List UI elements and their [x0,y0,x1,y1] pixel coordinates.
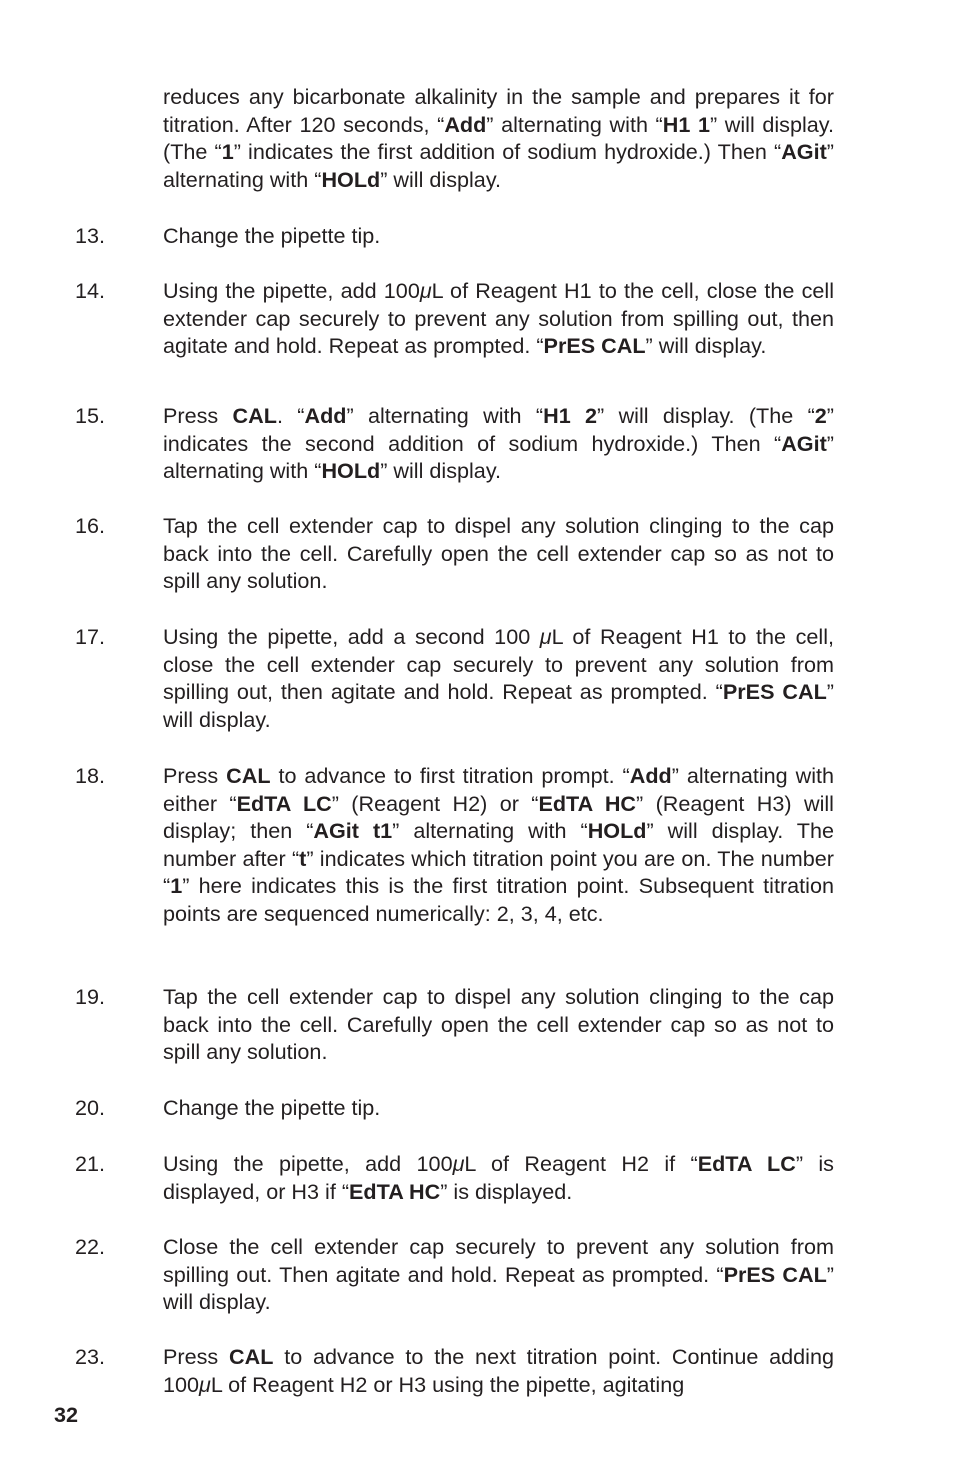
step-text [163,1094,834,1122]
text-run: ” will display. The number after “ [163,818,841,871]
step-number: 20. [75,1095,106,1120]
text-run: ” will display. [163,1261,840,1315]
text-run: ” indicates the second addition of sodium hydroxide.) Then “ [163,403,840,456]
step-14 [75,277,840,360]
bold-term: 2 [814,403,827,428]
bold-term: Add [629,763,672,788]
step-15 [75,402,840,485]
bold-term: HOLd [321,458,381,484]
step-18 [75,762,841,928]
text-run: Using the pipette, add 100 [163,278,420,303]
step-text [163,402,840,485]
text-run: Using the pipette, add a second 100 [163,624,540,649]
page-number: 32 [54,1402,79,1427]
bold-term: PrES CAL [543,333,646,359]
micro-symbol: μ [452,1151,465,1176]
text-run: reduces any bicarbonate alkalinity in the sample and prepares it for titration. After 120 seconds, “ [163,84,840,137]
bold-term: HOLd [321,166,381,192]
bold-term: H1 1 [662,111,710,137]
bold-term: AGit [781,139,827,165]
text-run: ” is displayed, or H3 if “ [163,1151,840,1204]
step-22 [75,1233,840,1316]
text-run: Tap the cell extender cap to dispel any solution clinging to the cap back into the cell. Carefully open the cell extender cap so as not to spill any solution. [163,513,840,594]
text-run: ” alternating with “ [486,111,663,137]
text-run: ” indicates which titration point you are on. The number “ [163,845,840,899]
text-run: Tap the cell extender cap to dispel any solution clinging to the cap back into the cell. Carefully open the cell extender cap so as not to spill any solution. [163,984,840,1065]
step-19 [75,983,840,1066]
micro-symbol: μ [199,1371,211,1397]
text-run: ” will display. [645,333,767,359]
bold-term: EdTA HC [538,790,637,816]
text-run: ” will display. (The “ [597,403,815,428]
micro-symbol: μ [419,278,432,303]
bold-term: AGit t1 [313,818,393,844]
text-run: to advance to first titration prompt. “ [270,763,630,788]
text-run: ” alternating with either “ [163,763,841,816]
step-21 [75,1150,840,1205]
step-text [163,512,840,595]
text-run: ” alternating with “ [163,430,840,484]
text-run: ” alternating with “ [392,818,588,844]
text-run: Press [163,1344,229,1369]
text-run: ” alternating with “ [346,403,544,428]
step-text [163,277,840,360]
bold-term: H1 2 [543,403,598,428]
step-number: 19. [75,984,106,1009]
step-20 [75,1094,834,1122]
bold-term: CAL [232,403,277,428]
step-text [163,1150,840,1205]
step-number: 16. [75,513,106,538]
step-text [163,1233,840,1316]
text-run: L of Reagent H1 to the cell, close the cell extender cap securely to prevent any solution from spilling out, then agitate and hold. Repeat as prompted. “ [163,624,840,705]
bold-term: 1 [221,139,234,165]
bold-term: PrES CAL [722,679,827,705]
step-16 [75,512,840,595]
step-text [163,222,834,250]
text-run: Using the pipette, add 100 [163,1151,453,1176]
text-run: L of Reagent H2 or H3 using the pipette, agitating [210,1371,685,1397]
step-text [163,623,840,733]
step-number: 21. [75,1151,106,1176]
step-number: 18. [75,763,106,788]
bold-term: PrES CAL [723,1261,827,1287]
text-run: ” alternating with “ [163,139,840,192]
bold-term: EdTA HC [349,1178,441,1204]
bold-term: CAL [229,1344,274,1369]
text-run: ” (Reagent H3) will display; then “ [163,790,840,844]
bold-term: HOLd [587,818,647,844]
step-23 [75,1343,840,1398]
text-run: ” will display. [380,458,502,484]
text-run: ” will display. (The “ [163,111,840,165]
text-run: ” will display. [163,679,840,732]
bold-term: EdTA LC [697,1151,796,1176]
step-number: 17. [75,624,106,649]
text-run: Change the pipette tip. [163,1095,381,1120]
text-run: . “ [276,403,305,428]
step-text [163,762,841,928]
step-number: 13. [75,223,106,248]
bold-term: EdTA LC [236,790,332,816]
intro-paragraph [163,83,840,193]
text-run: to advance to the next titration point. Continue adding 100 [163,1344,840,1397]
bold-term: 1 [170,873,183,899]
text-run: Close the cell extender cap securely to prevent any solution from spilling out. Then agitate and hold. Repeat as prompted. “ [163,1234,840,1287]
text-run: Change the pipette tip. [163,223,381,248]
micro-symbol: μ [539,624,552,649]
text-run: ” (Reagent H2) or “ [331,790,539,816]
step-number: 15. [75,403,106,428]
text-run: L of Reagent H1 to the cell, close the cell extender cap securely to prevent any solution from spilling out, then agitate and hold. Repeat as prompted. “ [163,278,840,359]
text-run: Press [163,763,227,788]
text-run: ” is displayed. [440,1178,573,1204]
step-text [163,1343,840,1398]
text-run: ” will display. [380,166,502,192]
bold-term: Add [444,111,487,137]
text-run: ” here indicates this is the first titration point. Subsequent titration points are sequenced numerically: 2, 3, 4, etc. [163,873,840,926]
bold-term: Add [304,403,347,428]
bold-term: t [299,845,307,871]
step-number: 22. [75,1234,106,1259]
step-13 [75,222,834,250]
text-run: L of Reagent H2 if “ [464,1151,698,1176]
step-number: 23. [75,1344,106,1369]
text-run: ” indicates the first addition of sodium hydroxide.) Then “ [233,139,782,165]
text-run: Press [163,403,233,428]
step-17 [75,623,840,733]
bold-term: AGit [781,430,827,456]
step-text [163,983,840,1066]
step-number: 14. [75,278,106,303]
bold-term: CAL [226,763,271,788]
